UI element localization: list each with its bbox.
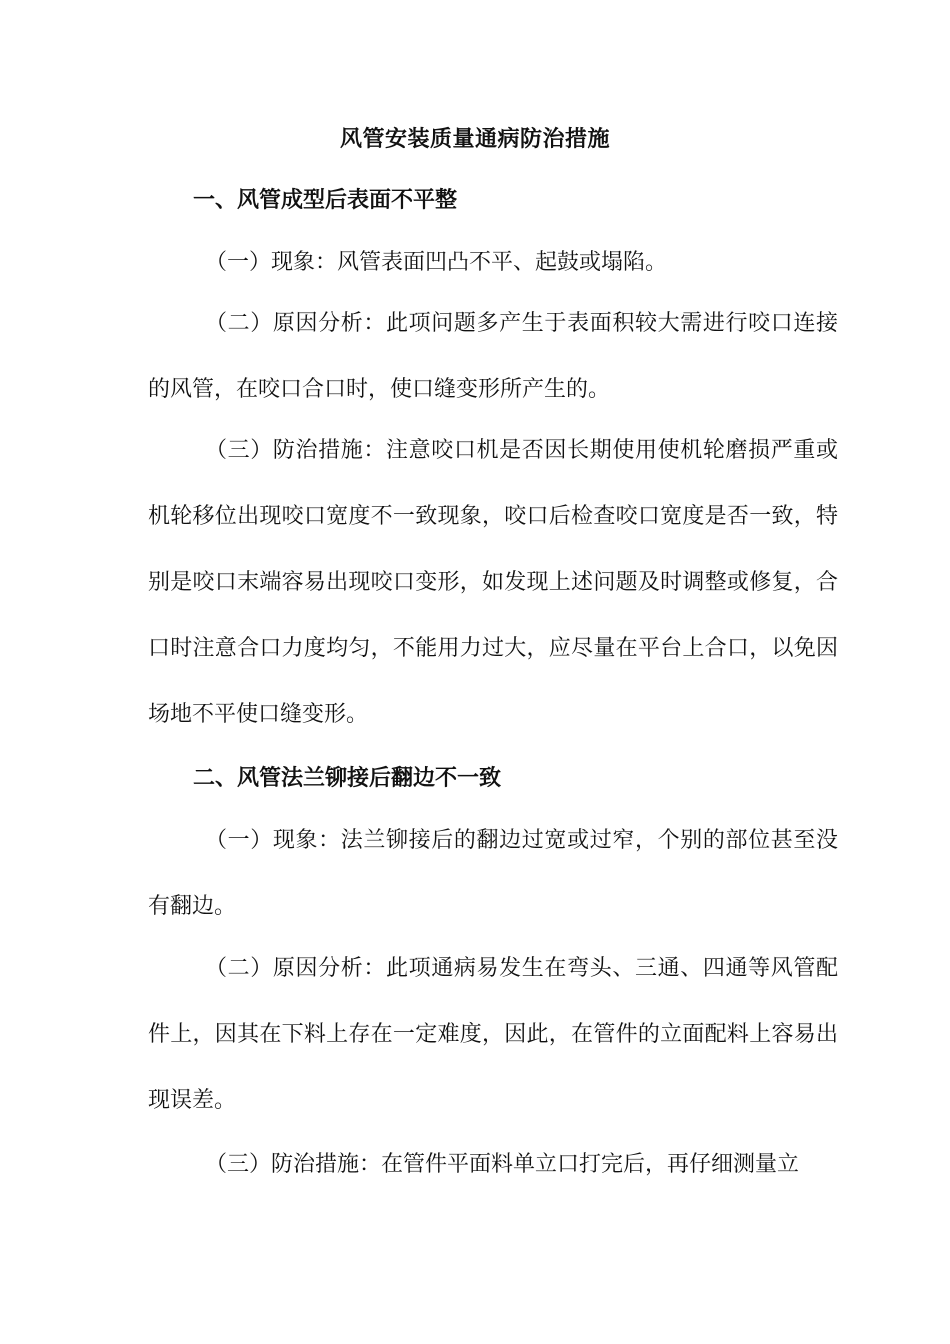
paragraph-phenomenon-1: （一）现象：风管表面凹凸不平、起鼓或塌陷。	[205, 250, 668, 275]
section-heading-2: 二、风管法兰铆接后翻边不一致	[193, 766, 502, 791]
document-title: 风管安装质量通病防治措施	[339, 127, 610, 152]
paragraph-measures-1: （三）防治措施：注意咬口机是否因长期使用使机轮磨损严重或机轮移位出现咬口宽度不一致现象，咬口后检查咬口宽度是否一致，特别是咬口末端容易出现咬口变形，如发现上述问题及时调整或修复，合口时注意合口力度均匀，不能用力过大，应尽量在平台上合口，以免因场地不平使口缝变形。	[148, 438, 838, 727]
section-heading-1: 一、风管成型后表面不平整	[193, 188, 458, 213]
paragraph-phenomenon-2: （一）现象：法兰铆接后的翻边过宽或过窄，个别的部位甚至没有翻边。	[148, 828, 838, 919]
paragraph-cause-1: （二）原因分析：此项问题多产生于表面积较大需进行咬口连接的风管，在咬口合口时，使口缝变形所产生的。	[148, 311, 838, 402]
paragraph-measures-2: （三）防治措施：在管件平面料单立口打完后，再仔细测量立	[205, 1152, 800, 1177]
paragraph-cause-2: （二）原因分析：此项通病易发生在弯头、三通、四通等风管配件上，因其在下料上存在一定难度，因此，在管件的立面配料上容易出现误差。	[148, 956, 838, 1113]
